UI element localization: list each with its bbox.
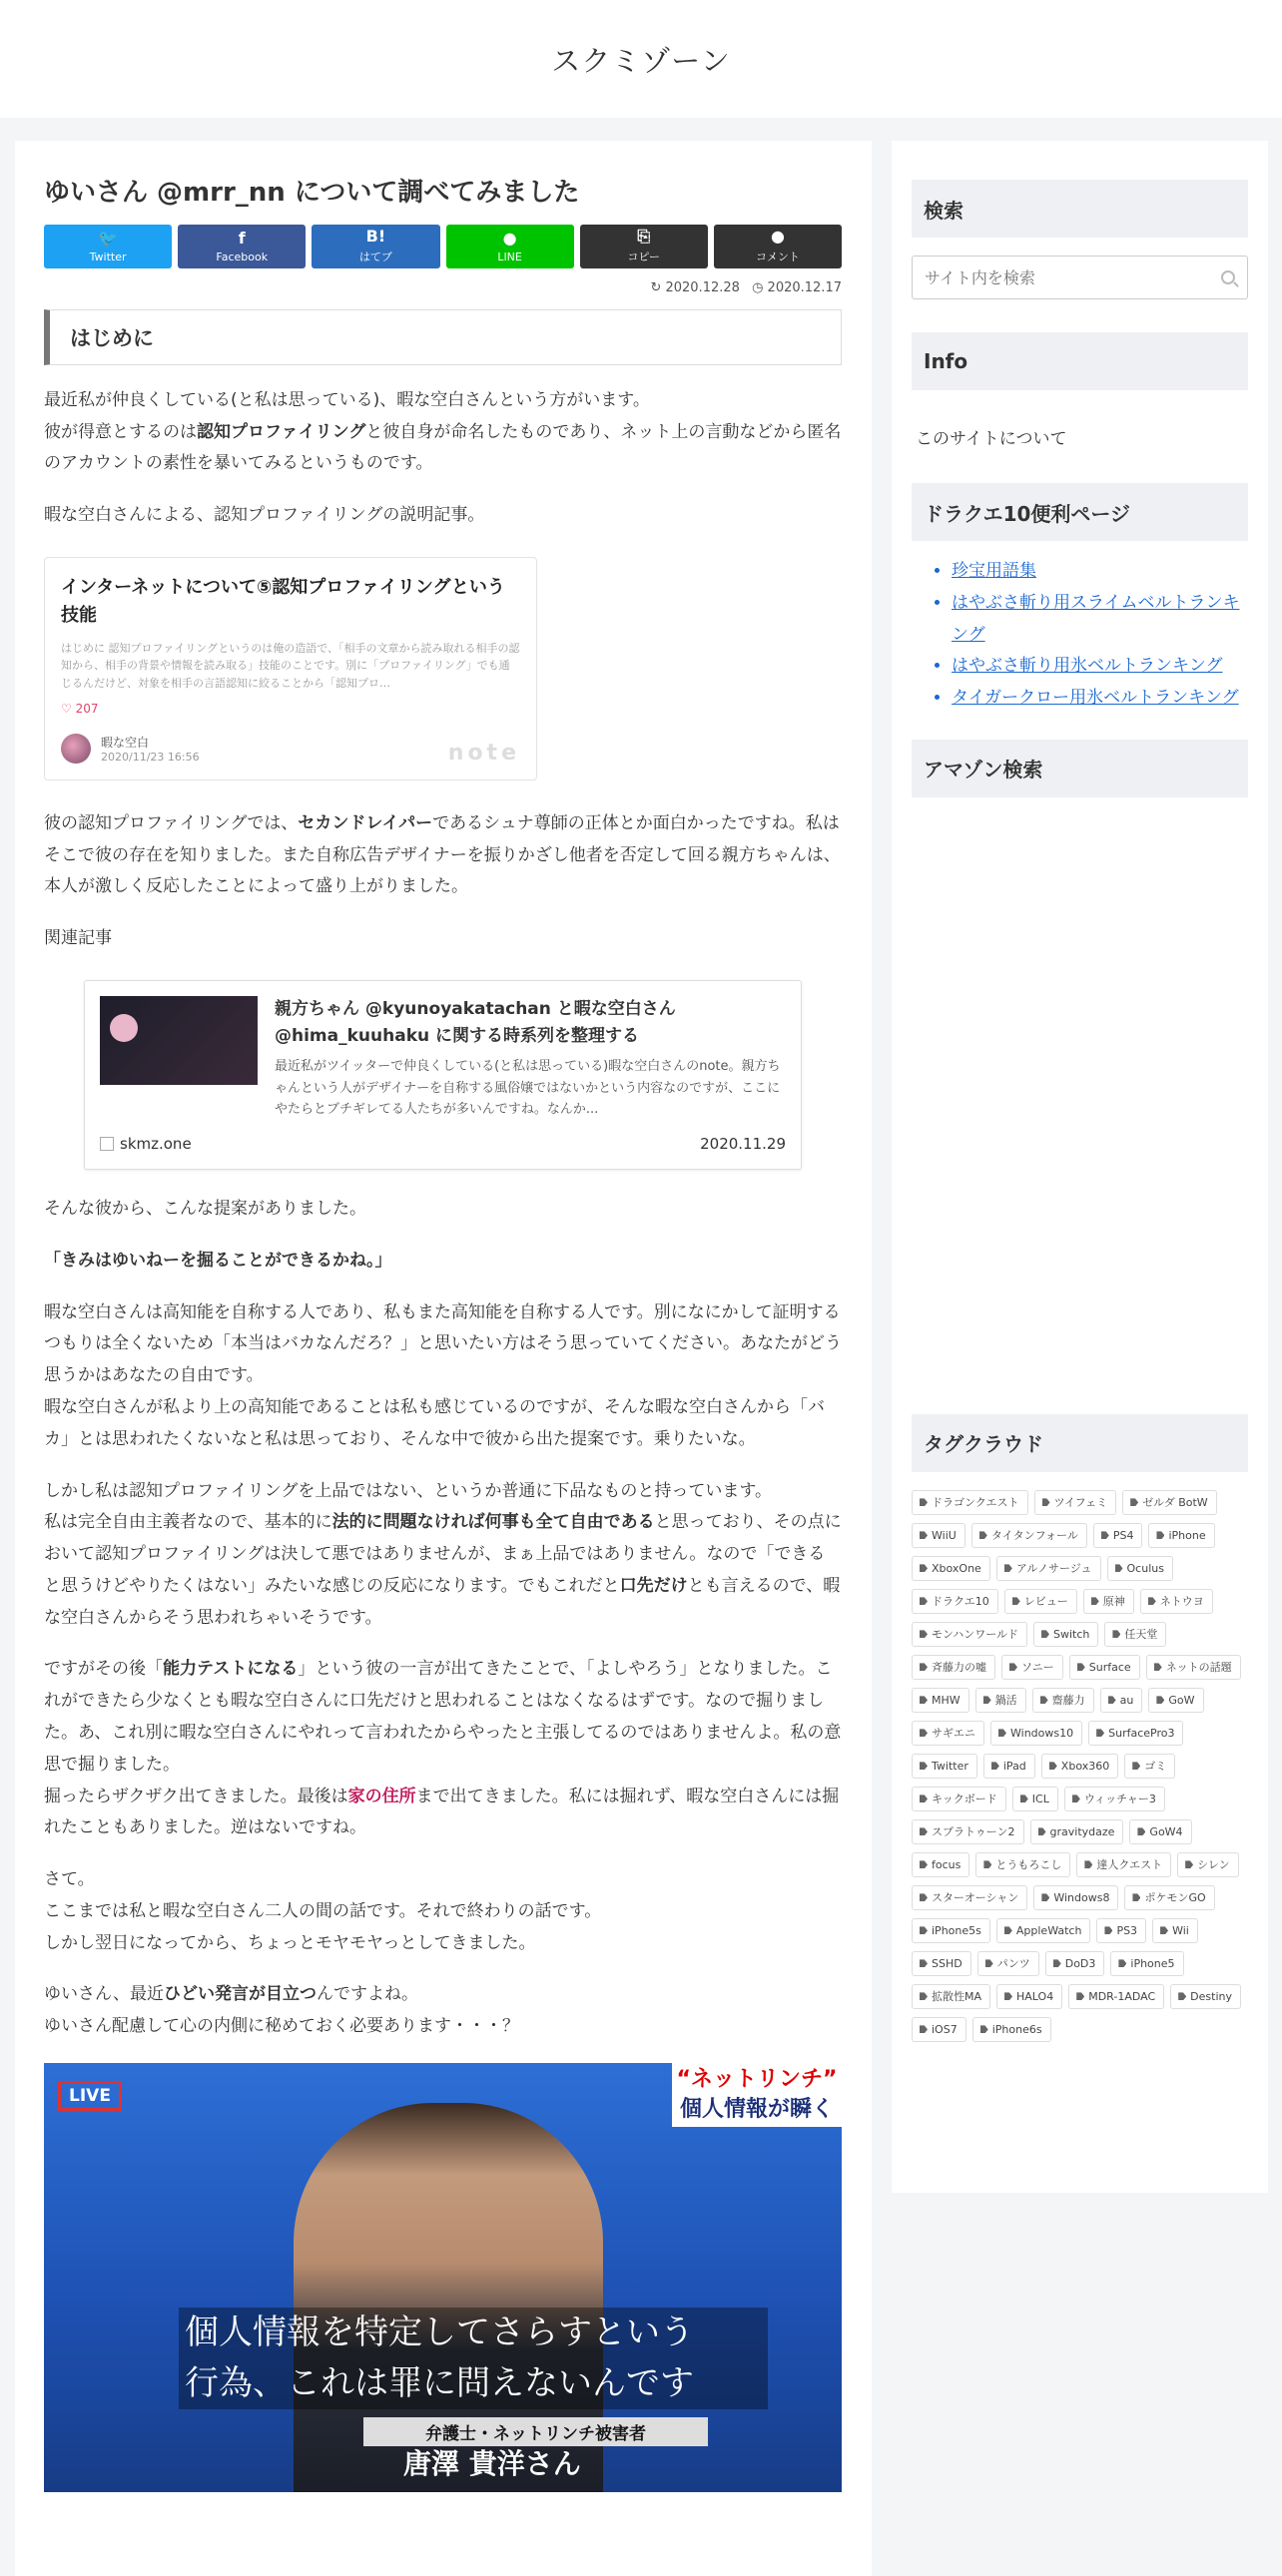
tag-link[interactable]: アルノサージュ	[996, 1556, 1101, 1581]
tag-cloud-title: タグクラウド	[912, 1414, 1248, 1472]
share-twitter-button[interactable]: 🐦 Twitter	[44, 225, 172, 268]
dq-link-3[interactable]: はやぶさ斬り用氷ベルトランキング	[952, 656, 1223, 677]
live-badge: LIVE	[58, 2081, 122, 2111]
tag-link[interactable]: 任天堂	[1104, 1622, 1166, 1647]
hatena-icon: B!	[365, 227, 386, 247]
avatar	[61, 734, 91, 764]
tag-link[interactable]: ドラゴンクエスト	[912, 1490, 1028, 1515]
tag-link[interactable]: タイタンフォール	[971, 1523, 1087, 1548]
paragraph-9: ですがその後「能力テストになる」という彼の一言が出てきたことで、「よしやろう」となりました。これができたら少なくとも暇な空白さんに口先だけと思われることはなくなるはずです。なので掘りました。あ、これ別に暇な空白さんにやれって言われたからやったと主張してるのではありませんよ。私の意思で掘りました。 掘ったらザクザク出てきました。最後は家の住所まで出てきました。私には掘れず、暇な空白さんには掘れたこともありました。逆はないですね。	[44, 1659, 842, 1838]
tag-icon	[920, 1893, 928, 1901]
dq-link-1[interactable]: 珍宝用語集	[952, 561, 1036, 581]
blog-card-thumbnail	[100, 996, 258, 1085]
copy-link-button[interactable]: ⎘ コピー	[580, 225, 708, 268]
tag-link[interactable]: ポケモンGO	[1124, 1885, 1214, 1910]
paragraph-related-label: 関連記事	[44, 928, 112, 949]
tag-link[interactable]: サギエニ	[912, 1721, 984, 1746]
tag-link[interactable]: AppleWatch	[996, 1918, 1091, 1943]
tag-icon	[920, 1663, 928, 1671]
note-embed-card[interactable]	[44, 557, 537, 780]
tag-link[interactable]: ドラクエ10	[912, 1589, 998, 1614]
list-item	[952, 588, 1248, 652]
tag-link[interactable]: Switch	[1033, 1622, 1098, 1647]
site-title[interactable]: スクミゾーン	[551, 43, 731, 78]
tag-link[interactable]: GoW	[1148, 1688, 1203, 1713]
share-hatena-button[interactable]: B! はてブ	[312, 225, 439, 268]
twitter-icon: 🐦	[98, 228, 119, 248]
paragraph-2: 暇な空白さんによる、認知プロファイリングの説明記事。	[44, 505, 485, 526]
paragraph-1: 最近私が仲良くしている(と私は思っている)、暇な空白さんという方がいます。 彼が得意とするのは認知プロファイリングと彼自身が命名したものであり、ネット上の言動などから匿名のアカウントの素性を暴いてみるというものです。	[44, 389, 842, 474]
tag-icon	[1020, 1795, 1028, 1803]
tag-link[interactable]: 拡散性MA	[912, 1984, 990, 2009]
search-icon[interactable]	[1221, 270, 1235, 284]
tag-link[interactable]: スターオーシャン	[912, 1885, 1027, 1910]
tag-link[interactable]: Twitter	[912, 1754, 977, 1779]
tag-icon	[1185, 1860, 1193, 1868]
section-heading-intro: はじめに	[44, 309, 842, 365]
related-blog-card[interactable]	[84, 980, 802, 1170]
tag-icon	[1160, 1926, 1168, 1934]
tag-link[interactable]: HALO4	[996, 1984, 1062, 2009]
list-item	[952, 651, 1248, 683]
tag-link[interactable]: ツイフェミ	[1034, 1490, 1117, 1515]
tag-link[interactable]: Surface	[1069, 1655, 1140, 1680]
tag-cloud	[912, 1490, 1248, 2042]
tag-link[interactable]: Windows8	[1033, 1885, 1118, 1910]
tag-icon	[920, 1795, 928, 1803]
tag-link[interactable]: パンツ	[977, 1951, 1039, 1976]
tag-icon	[920, 1729, 928, 1737]
tag-link[interactable]: au	[1100, 1688, 1143, 1713]
dq-link-2[interactable]: はやぶさ斬り用スライムベルトランキング	[952, 592, 1240, 645]
tag-icon	[920, 1597, 928, 1605]
tag-link[interactable]: Oculus	[1107, 1556, 1173, 1581]
share-line-button[interactable]: ● LINE	[446, 225, 574, 268]
tag-icon	[1154, 1663, 1162, 1671]
tag-link[interactable]: 鍋活	[975, 1688, 1026, 1713]
amazon-widget-title: アマゾン検索	[912, 740, 1248, 797]
tag-icon	[1104, 1926, 1112, 1934]
blog-card-site: skmz.one	[120, 1135, 192, 1154]
tag-link[interactable]: ICL	[1012, 1787, 1058, 1811]
tag-link[interactable]: Destiny	[1170, 1984, 1241, 2009]
tag-icon	[1096, 1729, 1104, 1737]
paragraph-7: 暇な空白さんは高知能を自称する人であり、私もまた高知能を自称する人です。別になにかして証明するつもりは全くないため「本当はバカなんだろ？」と思いたい方はそう思っていてください。あなたがどう思うかはあなたの自由です。 暇な空白さんが私より上の高知能であることは私も感じているのですが、そんな暇な空白さんから「バカ」とは思われたくないなと私は思っており、そんな中で彼から出た提案です。乗りたいな。	[44, 1301, 842, 1449]
info-widget-title: Info	[912, 332, 1248, 390]
tag-link[interactable]: Xbox360	[1041, 1754, 1118, 1779]
tag-link[interactable]: iPhone5	[1110, 1951, 1183, 1976]
tag-link[interactable]: レビュー	[1004, 1589, 1077, 1614]
tag-link[interactable]: focus	[912, 1852, 969, 1877]
tag-icon	[1084, 1860, 1092, 1868]
paragraph-6: 「きみはゆいねーを掘ることができるかね。」	[44, 1250, 392, 1271]
tag-icon	[920, 1926, 928, 1934]
tag-link[interactable]: ネットの話題	[1146, 1655, 1241, 1680]
tag-link[interactable]: 原神	[1083, 1589, 1134, 1614]
share-buttons	[44, 225, 842, 268]
tag-link[interactable]: DoD3	[1045, 1951, 1105, 1976]
tag-icon	[1009, 1663, 1017, 1671]
search-box[interactable]	[912, 256, 1248, 299]
tag-icon	[1148, 1597, 1156, 1605]
search-input[interactable]	[925, 268, 1204, 287]
tag-icon	[1038, 1827, 1046, 1835]
post-dates	[44, 280, 842, 295]
news-name-tag: 弁護士・ネットリンチ被害者	[363, 2417, 708, 2446]
tag-icon	[1053, 1959, 1061, 1967]
paragraph-11: ゆいさん、最近ひどい発言が目立つんですよね。 ゆいさん配慮して心の内側に秘めておく必要あります・・・？	[44, 1984, 519, 2037]
paragraph-8: しかし私は認知プロファイリングを上品ではない、というか普通に下品なものと持っています。 私は完全自由主義者なので、基本的に法的に問題なければ何事も全て自由であると思っており、その点において認知プロファイリングは決して悪ではありませんが、まぁ上品ではありません。なので「できると思うけどやりたくはない」みたいな感じの反応になります。でもこれだと口先だけとも言えるので、暇な空白さんからそう思われちゃいそうです。	[44, 1480, 842, 1628]
share-facebook-button[interactable]: f Facebook	[178, 225, 306, 268]
tag-link[interactable]: MHW	[912, 1688, 969, 1713]
blog-card-title: 親方ちゃん @kyunoyakatachan と暇な空白さん @hima_kuuhaku に関する時系列を整理する	[275, 999, 676, 1047]
tag-link[interactable]: 齋藤力	[1032, 1688, 1094, 1713]
paragraph-5: そんな彼から、こんな提案がありました。	[44, 1199, 366, 1220]
amazon-widget-area	[912, 797, 1248, 1414]
tag-icon	[920, 1992, 928, 2000]
tag-link[interactable]: SurfacePro3	[1088, 1721, 1183, 1746]
tag-icon	[920, 1696, 928, 1704]
news-topic-badge: “ネットリンチ” 個人情報が瞬く	[672, 2063, 842, 2127]
tag-icon	[1115, 1564, 1123, 1572]
tag-icon	[979, 1531, 987, 1539]
tag-link[interactable]: Windows10	[990, 1721, 1082, 1746]
site-header	[0, 0, 1282, 118]
tag-link[interactable]: PS4	[1093, 1523, 1143, 1548]
tag-icon	[1112, 1630, 1120, 1638]
tag-icon	[991, 1762, 999, 1770]
tag-icon	[1130, 1498, 1138, 1506]
tag-link[interactable]: iOS7	[912, 2017, 966, 2042]
tag-icon	[1118, 1959, 1126, 1967]
tag-icon	[1072, 1795, 1080, 1803]
tag-link[interactable]: Wii	[1152, 1918, 1198, 1943]
about-site-link[interactable]: このサイトについて	[916, 429, 1067, 449]
tag-icon	[920, 1630, 928, 1638]
tag-icon	[983, 1696, 991, 1704]
tag-icon	[920, 1564, 928, 1572]
tag-icon	[920, 1959, 928, 1967]
tag-icon	[1040, 1696, 1048, 1704]
tag-icon	[1132, 1762, 1140, 1770]
search-widget-title: 検索	[912, 180, 1248, 238]
tag-icon	[1178, 1992, 1186, 2000]
news-subtitle: 個人情報を特定してさらすという 行為、これは罪に問えないんです	[179, 2308, 768, 2409]
tag-link[interactable]: WiiU	[912, 1523, 965, 1548]
note-logo: note	[447, 740, 520, 766]
blog-card-date: 2020.11.29	[700, 1135, 786, 1154]
tag-icon	[1042, 1498, 1050, 1506]
tag-icon	[1041, 1630, 1049, 1638]
tag-link[interactable]: iPhone6s	[972, 2017, 1051, 2042]
tag-icon	[1091, 1597, 1099, 1605]
tag-icon	[1004, 1564, 1012, 1572]
tag-icon	[920, 1531, 928, 1539]
paragraph-3: 彼の認知プロファイリングでは、セカンドレイパーであるシュナ尊師の正体とか面白かったですね。私はそこで彼の存在を知りました。また自称広告デザイナーを振りかざし他者を否定して回る親方ちゃんは、本人が激しく反応したことによって盛り上がりました。	[44, 812, 841, 897]
tag-icon	[1132, 1893, 1140, 1901]
tag-link[interactable]: ウィッチャー3	[1064, 1787, 1165, 1811]
facebook-icon: f	[238, 228, 246, 248]
tag-link[interactable]: ゴミ	[1124, 1754, 1175, 1779]
paragraph-10: さて。 ここまでは私と暇な空白さん二人の間の話です。それで終わりの話です。 しかし翌日になってから、ちょっとモヤモヤっとしてきました。	[44, 1869, 602, 1953]
dq-link-4[interactable]: タイガークロー用氷ベルトランキング	[952, 688, 1239, 709]
favicon-icon	[100, 1137, 114, 1151]
updated-date: ↻ 2020.12.28	[650, 279, 740, 295]
tag-link[interactable]: 達人クエスト	[1076, 1852, 1171, 1877]
tag-icon	[1049, 1762, 1057, 1770]
main-content	[15, 141, 872, 2576]
tag-link[interactable]: ネトウヨ	[1140, 1589, 1213, 1614]
tag-icon	[980, 2025, 988, 2033]
tag-icon	[1156, 1531, 1164, 1539]
tag-link[interactable]: ソニー	[1001, 1655, 1063, 1680]
tag-link[interactable]: MDR-1ADAC	[1068, 1984, 1164, 2009]
tag-link[interactable]: 斉藤力の嘘	[912, 1655, 995, 1680]
tag-icon	[920, 1498, 928, 1506]
tag-icon	[998, 1729, 1006, 1737]
blog-card-snippet: 最近私がツイッターで仲良くしている(と私は思っている)暇な空白さんのnote。親方ちゃんという人がデザイナーを自称する風俗嬢ではないかという内容なのですが、ここにやたらとブチギレてる人たちが多いんですね。なんか...	[275, 1059, 781, 1118]
post-title: ゆいさん @mrr_nn について調べてみました	[44, 178, 580, 208]
note-like-count: ♡ 207	[61, 701, 99, 716]
tag-icon	[920, 1762, 928, 1770]
tag-link[interactable]: GoW4	[1129, 1819, 1191, 1844]
tag-link[interactable]: スプラトゥーン2	[912, 1819, 1024, 1844]
tag-icon	[920, 1860, 928, 1868]
tag-icon	[1012, 1597, 1020, 1605]
tag-link[interactable]: SSHD	[912, 1951, 971, 1976]
tag-link[interactable]: iPhone	[1148, 1523, 1214, 1548]
note-card-author: 暇な空白 2020/11/23 16:56	[61, 734, 520, 764]
list-item	[952, 683, 1248, 715]
tag-icon	[920, 2025, 928, 2033]
tag-link[interactable]: キックボード	[912, 1787, 1006, 1811]
comment-button[interactable]: ● コメント	[714, 225, 842, 268]
copy-icon: ⎘	[637, 227, 651, 247]
note-card-desc: はじめに 認知プロファイリングというのは俺の造語で、「相手の文章から読み取れる相手の認知から、相手の背景や情報を読み取る」技能のことです。別に「プロファイリング」でも通じるんだけど、対象を相手の言語認知に絞ることから「認知プロ…	[61, 641, 520, 690]
list-item	[952, 556, 1248, 588]
tag-link[interactable]: シレン	[1177, 1852, 1238, 1877]
tag-icon	[1101, 1531, 1109, 1539]
sidebar	[892, 141, 1268, 2193]
tag-icon	[1156, 1696, 1164, 1704]
news-screenshot-image	[44, 2063, 842, 2492]
tag-icon	[1137, 1827, 1145, 1835]
tag-link[interactable]: ゼルダ BotW	[1122, 1490, 1217, 1515]
tag-link[interactable]: PS3	[1096, 1918, 1146, 1943]
tag-link[interactable]: iPad	[983, 1754, 1035, 1779]
line-icon: ●	[502, 228, 517, 248]
tag-icon	[1108, 1696, 1116, 1704]
tag-icon	[1004, 1992, 1012, 2000]
tag-link[interactable]: モンハンワールド	[912, 1622, 1027, 1647]
published-date: ◷ 2020.12.17	[752, 279, 842, 295]
news-person-name: 唐澤 貴洋さん	[403, 2447, 581, 2481]
tag-icon	[1076, 1992, 1084, 2000]
tag-icon	[920, 1827, 928, 1835]
tag-link[interactable]: とうもろこし	[975, 1852, 1070, 1877]
tag-link[interactable]: XboxOne	[912, 1556, 990, 1581]
dq-widget-title: ドラクエ10便利ページ	[912, 483, 1248, 541]
note-card-title: インターネットについて⑤認知プロファイリングという技能	[61, 576, 505, 626]
tag-icon	[1004, 1926, 1012, 1934]
tag-icon	[985, 1959, 993, 1967]
comment-icon: ●	[770, 227, 785, 247]
tag-link[interactable]: gravitydaze	[1030, 1819, 1124, 1844]
tag-icon	[983, 1860, 991, 1868]
tag-link[interactable]: iPhone5s	[912, 1918, 990, 1943]
tag-icon	[1077, 1663, 1085, 1671]
dq-link-list	[952, 556, 1248, 715]
tag-icon	[1041, 1893, 1049, 1901]
